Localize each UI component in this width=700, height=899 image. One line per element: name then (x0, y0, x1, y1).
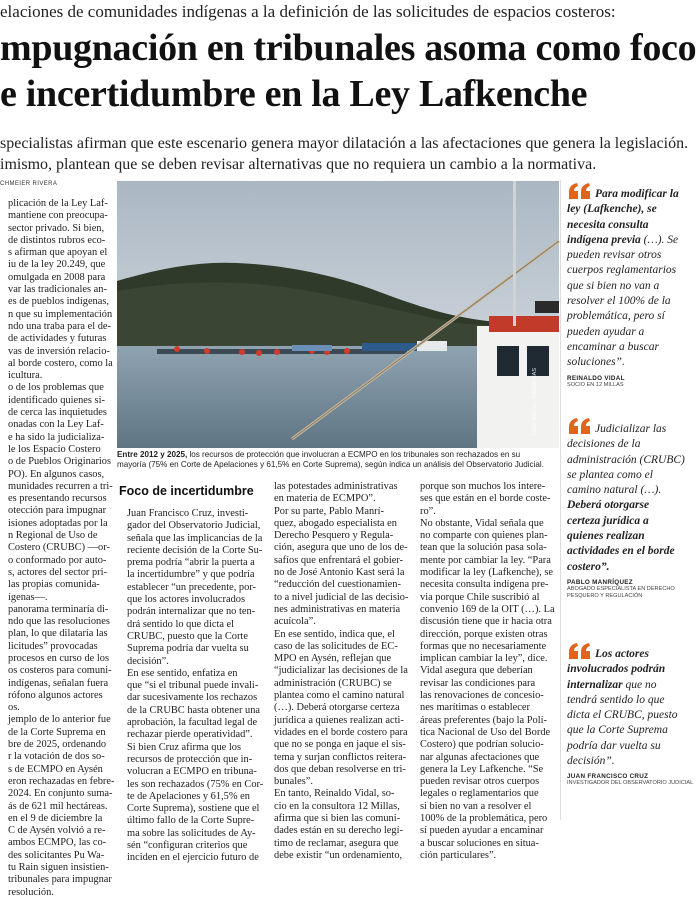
text-line: que los actores involucrados (127, 594, 246, 606)
paragraph (0, 382, 112, 603)
text-line: que no se ponga en jaque el sis- (274, 739, 406, 751)
paragraph (119, 741, 264, 865)
quote-1-line: Para modificar la (595, 188, 679, 200)
text-line: mente por cambiar la ley. “Para (420, 554, 551, 566)
quote-2-line: costero”. (567, 560, 610, 573)
text-line: pueden revisar otros cuerpos (420, 776, 540, 788)
text-line: le los Espacio Costero (8, 443, 101, 455)
paragraph (0, 714, 115, 898)
caption-line-1: los recursos de protección que involucran a ECMPO en los tribunales son rechazados en su (187, 450, 521, 459)
text-line: jemplo de lo anterior fue (8, 714, 111, 726)
text-line: afirma que si bien las comuni- (274, 813, 401, 825)
quote-1-line: indígena previa (567, 233, 641, 246)
quote-2-author: PABLO MANRÍQUEZ (567, 578, 633, 586)
article-kicker: elaciones de comunidades indígenas a la definición de las solicitudes de espacios costeros: (0, 2, 616, 21)
open-quote-icon (567, 418, 593, 434)
deck-line-1: specialistas afirman que este escenario genera mayor dilatación a las afectaciones que genera la legislación. (0, 135, 689, 152)
text-line: legales o reglamentarios que (420, 788, 539, 800)
subhead: Foco de incertidumbre (119, 484, 254, 498)
text-line: procesos en curso de los (8, 652, 109, 664)
quote-1-line: (…). Se (640, 233, 679, 246)
sidebar-rule (560, 180, 561, 820)
text-line: decisión”. (127, 655, 169, 667)
text-line: que “si el tribunal puede invali- (127, 680, 259, 692)
text-line: bre de 2025, ordenando (8, 739, 107, 751)
text-line: quez, abogado especialista en (274, 517, 397, 529)
text-line: n que su implementación (8, 308, 113, 320)
text-line: la incertidumbre” y que podría (127, 569, 255, 581)
paragraph (119, 667, 261, 742)
text-line: iu de la ley 20.249, que (8, 259, 106, 271)
text-line: tica Nacional de Uso del Borde (420, 726, 551, 738)
text-line: nes marítimas o establecer (420, 702, 530, 714)
text-line: Por su parte, Pablo Manrí- (274, 505, 384, 517)
text-line: licitudes” provocadas (8, 640, 98, 652)
text-line: sén “configuran criterios que (127, 840, 248, 852)
quote-1-line: pueden ayudar a (567, 325, 645, 338)
quote-1-role: SOCIO EN 12 MILLAS (567, 381, 624, 388)
text-line: s de ECMPO en Aysén (8, 763, 103, 775)
text-line: CRUBC, puesto que la Corte (127, 630, 248, 642)
paragraph (119, 508, 263, 668)
text-line: ro”. (420, 505, 436, 517)
text-line: Si bien Cruz afirma que los (127, 741, 241, 753)
text-line: de distintos rubros eco- (8, 234, 106, 246)
paragraph (266, 628, 408, 789)
paragraph (266, 788, 403, 862)
text-line: otección para impugnar (8, 505, 107, 517)
text-line: dirección, porque existen otras (420, 628, 548, 640)
text-line: Costero (CRUBC) —or- (8, 542, 110, 554)
text-line: isiones adoptadas por la (8, 517, 108, 529)
text-line: vidades en el borde costero para (274, 726, 408, 738)
text-line: to a nivel judicial de las decisio- (274, 591, 409, 603)
quote-2-line: Deberá otorgarse (567, 499, 650, 512)
caption-line-2: mayoría (75% en Corte de Apelaciones y 61,5% en Corte Suprema), según indica un análisis del Observatorio Judicial. (117, 460, 544, 469)
text-line: 2024. En conjunto suma- (8, 788, 113, 800)
text-line: omulgada en 2008 para (8, 271, 106, 283)
text-line: tema y surjan conflictos reitera- (274, 751, 407, 763)
text-line: (…). Deberá otorgarse certeza (274, 702, 400, 714)
text-line: o de Pueblos Originarios (8, 456, 112, 468)
pull-quote-1 (567, 183, 700, 389)
text-line: eron rechazadas en febre- (8, 775, 115, 787)
text-line: las potestades administrativas (274, 481, 398, 492)
text-line: te de Apelaciones y 61,5% en (127, 790, 250, 802)
open-quote-icon (567, 643, 593, 659)
text-line: des solicitantes Pu Wa- (8, 849, 105, 861)
text-line: MPO en Aysén, reflejan que (274, 653, 392, 665)
text-line: icultura. (8, 370, 43, 382)
text-line: aprobación, la facultad legal de (127, 717, 258, 729)
text-line: sí pueden ayudar a encaminar (420, 825, 544, 837)
quote-1-line: necesita consulta (567, 218, 649, 231)
text-line: ndo una traba para el de- (8, 320, 111, 332)
deck-line-2: imismo, plantean que se deben revisar alternativas que no requiera un cambio a la normativa. (0, 156, 597, 173)
text-line: necesita consulta indígena pre- (420, 579, 549, 591)
quote-1-line: soluciones”. (567, 356, 625, 369)
pull-quote-3 (567, 643, 700, 787)
text-line: gador del Observatorio Judicial, (127, 520, 261, 532)
text-line: último fallo de la Corte Supre- (127, 815, 255, 827)
body-column-2 (266, 481, 409, 862)
text-line: identificado quienes si- (8, 394, 105, 406)
text-line: o conformado por auto- (8, 554, 107, 566)
paragraph (266, 505, 409, 629)
text-line: munidades recurren a tri- (8, 480, 113, 492)
quote-2-line: camino natural (…). (567, 484, 662, 497)
left-column (0, 198, 115, 898)
text-line: es presentando recursos (8, 493, 107, 505)
paragraph (266, 481, 398, 506)
quote-1-author: REINALDO VIDAL (567, 374, 625, 382)
text-line: tu Rain siguen insistien- (8, 862, 109, 874)
text-line: dar sucesivamente los rechazos (127, 692, 258, 704)
text-line: genera la Ley Lafkenche. “Se (420, 763, 544, 775)
headline (0, 25, 700, 117)
text-line: discusión tiene que ir hacia otra (420, 616, 552, 628)
quote-3-line: decisión”. (567, 755, 615, 768)
text-line: os. (8, 702, 20, 714)
quote-2-line: decisiones de la (567, 438, 641, 451)
quote-3-line: internalizar (567, 678, 623, 691)
quote-3-line: dicta el CRUBC, puesto (567, 709, 678, 722)
text-line: “judicializar las decisiones de la (274, 665, 408, 677)
quote-2-role: PESQUERO Y REGULACIÓN (567, 592, 643, 599)
article-photo (117, 181, 559, 448)
text-line: panorama terminaría di- (8, 603, 109, 615)
quote-3-line: involucrados podrán (567, 663, 666, 676)
quote-2-line: se plantea como el (567, 468, 653, 481)
byline: CHMEIER RIVERA (0, 181, 58, 187)
text-line: revisar las condiciones para (420, 677, 536, 689)
text-line: ción particulares”. (420, 849, 497, 861)
quote-2-line: quienes realizan (567, 530, 645, 543)
text-line: modificar la ley (Lafkenche), se (420, 567, 553, 579)
text-line: Costero) que podrían solucio- (420, 739, 544, 751)
text-line: volucran a ECMPO en tribuna- (127, 766, 257, 778)
photo-caption (117, 450, 559, 470)
text-line: vas de inversión relacio- (8, 345, 110, 357)
text-line: prema podría “abrir la puerta a (127, 557, 255, 569)
text-line: es de pueblos indígenas, (8, 296, 109, 308)
text-line: En tanto, Reinaldo Vidal, so- (274, 788, 395, 800)
text-line: sector privado. Si bien, (8, 222, 105, 234)
text-line: las renovaciones de concesio- (420, 690, 544, 702)
text-line: acuícola”. (274, 616, 316, 628)
text-line: nar algunas afectaciones que (420, 751, 540, 763)
text-line: establecer “un precedente, por- (127, 581, 257, 593)
text-line: PO). En algunos casos, (8, 468, 105, 480)
body-column-3 (412, 481, 555, 862)
text-line: Derecho Pesquero y Regula- (274, 530, 394, 542)
text-line: rechazar pierde operatividad”. (127, 729, 253, 741)
quote-3-author: JUAN FRANCISCO CRUZ (567, 773, 649, 781)
headline-line-1: mpugnación en tribunales asoma como foco (0, 27, 697, 69)
text-line: bunales”. (274, 776, 313, 788)
paragraph (412, 665, 551, 862)
text-line: 100% de la problemática, pero (420, 813, 548, 825)
text-line: inciden en el ejercicio futuro de (127, 852, 259, 864)
text-line: tean que la solución pasa sola- (420, 542, 547, 554)
text-line: de la CRUBC hasta obtener una (127, 704, 261, 716)
photo-credit: JOSÉ MIGUEL CÁRDENAS (532, 368, 538, 437)
quote-3-line: tendrá sentido lo que (567, 693, 665, 706)
text-line: al borde costero, como la (8, 357, 113, 369)
paragraph (0, 198, 112, 382)
text-line: no comparte con quienes plan- (420, 530, 548, 542)
text-line: C de Aysén volvió a re- (8, 825, 106, 837)
text-line: ndo que las resoluciones (8, 616, 110, 628)
text-line: plan, lo que dilataría las (8, 628, 108, 640)
text-line: En ese sentido, enfatiza en (127, 667, 238, 679)
paragraph (412, 481, 551, 518)
text-line: áreas preferentes (bajo la Polí- (420, 714, 547, 726)
text-line: tribunales para impugnar (8, 874, 112, 886)
text-line: os costeros para comuni- (8, 665, 112, 677)
text-line: de la Corte Suprema en (8, 726, 106, 738)
text-line: implican cambiar la ley”, dice. (420, 653, 548, 665)
paragraph (412, 517, 555, 666)
text-line: ción, asegura que uno de los de- (274, 542, 408, 554)
text-line: ambos ECMPO, las co- (8, 837, 107, 849)
quote-3-line: que la Corte Suprema (567, 724, 668, 737)
text-line: plicación de la Ley Laf- (8, 198, 108, 209)
text-line: via porque Chile suscribió al (420, 591, 540, 603)
quote-1-line: ley (Lafkenche), se (567, 203, 657, 216)
text-line: si bien no van a resolver el (420, 800, 532, 812)
text-line: cio en la consultora 12 Millas, (274, 800, 400, 812)
text-line: s afirman que apoyan el (8, 247, 108, 259)
text-line: ígenas—. (8, 591, 48, 603)
quote-3-role: INVESTIGADOR DEL OBSERVATORIO JUDICIAL (567, 780, 694, 787)
text-line: “reducción del cuestionamien- (274, 579, 401, 591)
quote-2-role: ABOGADO ESPECIALISTA EN DERECHO (567, 585, 675, 592)
body-column-1 (119, 508, 264, 865)
text-line: r la votación de dos so- (8, 751, 105, 763)
text-line: var las tradicionales an- (8, 284, 107, 296)
text-line: indígenas, señalan fuera (8, 677, 109, 689)
text-line: resolución. (8, 886, 54, 898)
quote-3-line: podría dar vuelta su (567, 739, 661, 752)
text-line: Vidal asegura que deberían (420, 665, 533, 677)
text-line: las propias comunida- (8, 579, 100, 591)
text-line: No obstante, Vidal señala que (420, 517, 544, 529)
text-line: plantea como el camino natural (274, 690, 405, 702)
text-line: de actividades y futuras (8, 333, 107, 345)
text-line: Suprema podría dar vuelta su (127, 643, 249, 655)
text-line: Juan Francisco Cruz, investi- (127, 508, 249, 519)
quote-2-line: administración (CRUBC) (567, 453, 685, 466)
quote-3-line: que no (622, 678, 657, 691)
quote-1-line: resolver el 100% de la (567, 295, 671, 308)
text-line: ás de 621 mil hectáreas. (8, 800, 108, 812)
quote-2-line: actividades en el borde (567, 545, 675, 558)
caption-bold: Entre 2012 y 2025, (117, 450, 188, 459)
text-line: onadas con la Ley Laf- (8, 419, 104, 431)
text-line: En ese sentido, indica que, el (274, 628, 395, 640)
text-line: convenio 169 de la OIT (…). La (420, 603, 555, 615)
text-line: jurídica a quienes realizan acti- (274, 714, 404, 726)
text-line: porque son muchos los intere- (420, 481, 546, 492)
text-line: de cerca las inquietudes (8, 407, 107, 419)
quote-3-line: Los actores (595, 648, 649, 660)
text-line: les son rechazados (75% en Cor- (127, 778, 264, 790)
text-line: a buscar soluciones en situa- (420, 837, 539, 849)
text-line: mantiene con preocupa- (8, 210, 108, 222)
headline-line-2: e incertidumbre en la Ley Lafkenche (0, 73, 588, 115)
text-line: nes administrativas en materia (274, 603, 401, 615)
quote-1-line: cuerpos reglamentarios (567, 264, 677, 277)
quote-1-line: problemática, pero sí (567, 310, 665, 323)
deck (0, 133, 700, 175)
open-quote-icon (567, 183, 593, 199)
text-line: señala que las implicancias de la (127, 532, 263, 544)
paragraph (0, 604, 112, 715)
text-line: o de los problemas que (8, 382, 104, 394)
text-line: podrán internalizar que no ten- (127, 606, 256, 618)
text-line: drá sentido lo que dicta el (127, 618, 235, 630)
pull-quote-2 (567, 418, 700, 600)
quote-1-line: encaminar a buscar (567, 340, 659, 353)
text-line: recursos de protección que in- (127, 753, 253, 765)
text-line: caso de las solicitudes de EC- (274, 640, 398, 652)
text-line: e ha sido la judicializa- (8, 431, 105, 443)
text-line: n Regional de Uso de (8, 530, 98, 542)
quote-2-line: certeza jurídica a (567, 514, 649, 527)
text-line: safíos que enfrentará el gobier- (274, 554, 404, 566)
text-line: rófono algunos actores (8, 689, 103, 701)
text-line: s, actores del sector pri- (8, 566, 107, 578)
text-line: en el 9 de diciembre la (8, 812, 103, 824)
text-line: timo de reclamar, asegura que (274, 837, 399, 849)
text-line: dos que deban resolverse en tri- (274, 763, 406, 775)
text-line: formas que no necesariamente (420, 640, 547, 652)
quote-1-line: que si bien no van a (567, 279, 660, 292)
quote-2-line: Judicializar las (595, 423, 667, 435)
text-line: dades están en su derecho legí- (274, 825, 403, 837)
text-line: Corte Suprema), sostiene que el (127, 803, 260, 815)
quote-1-line: pueden revisar otros (567, 249, 662, 262)
text-line: no de José Antonio Kast será la (274, 567, 405, 579)
text-line: administración (CRUBC) se (274, 677, 392, 689)
text-line: ses que están en el borde coste- (420, 493, 551, 505)
text-line: reciente decisión de la Corte Su- (127, 544, 263, 556)
text-line: debe existir “un ordenamiento, (274, 849, 403, 861)
text-line: en materia de ECMPO”. (274, 493, 376, 505)
text-line: ma sobre las solicitudes de Ay- (127, 827, 256, 839)
